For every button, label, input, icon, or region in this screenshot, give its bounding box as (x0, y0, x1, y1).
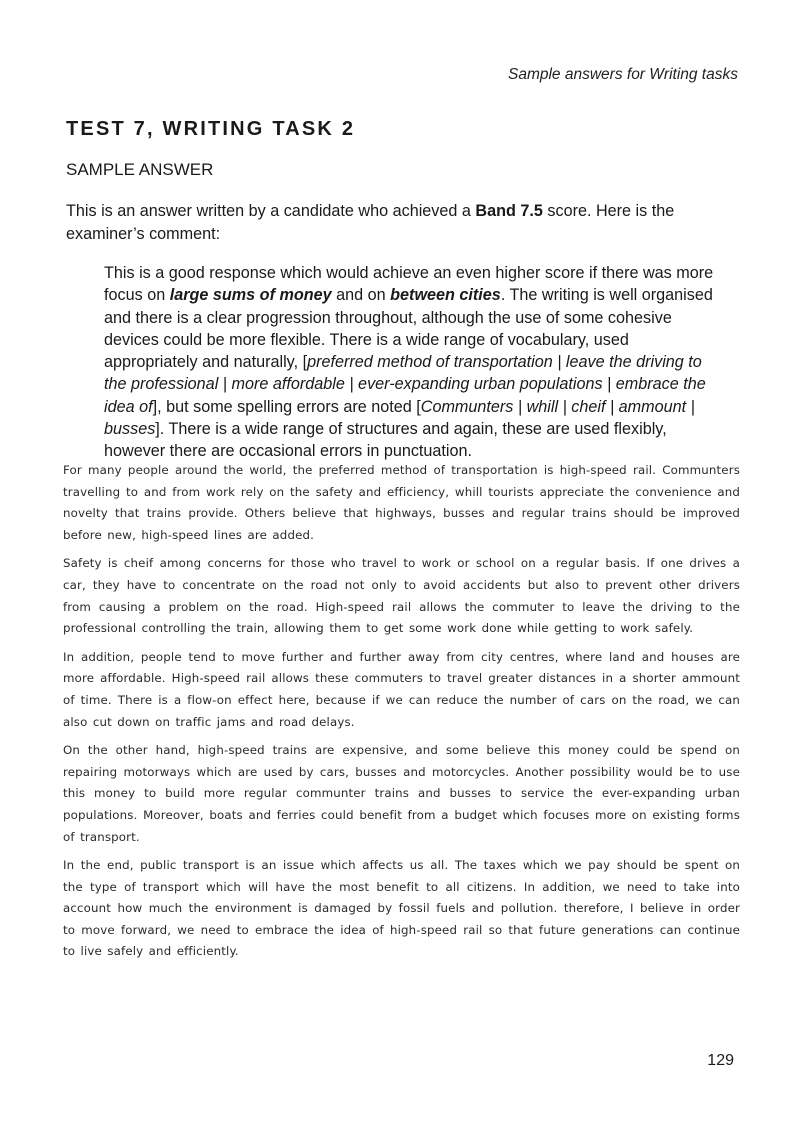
essay-paragraph-2: Safety is cheif among concerns for those who travel to work or school on a regular basis. If one drives a car, they have to concentrate on the road not only to avoid accidents but also to prevent other drivers from causing a problem on the road. High-speed rail allows the commuter to leave the driving to the professional controlling the train, allowing them to get some work done while getting to work safely. (63, 556, 740, 636)
essay-paragraph-5: In the end, public transport is an issue which affects us all. The taxes which we pay should be spent on the type of transport which will have the most benefit to all citizens. In addition, we need to take into account how much the environment is damaged by fossil fuels and pollution. therefore, I believe in order to move forward, we need to embrace the idea of high-speed rail so that future generations can continue to live safely and efficiently. (63, 858, 740, 959)
essay-paragraph-4: On the other hand, high-speed trains are expensive, and some believe this money could be spend on repairing motorways which are used by cars, busses and motorcycles. Another possibility would be to use this money to build more regular communter trains and busses to service the ever-expanding urban populations. Moreover, boats and ferries could benefit from a budget which focuses more on existing forms of transport. (63, 743, 740, 844)
intro-paragraph (66, 200, 746, 246)
examiner-comment (104, 262, 726, 463)
intro-text-after: score. Here is the examiner’s comment: (66, 202, 675, 243)
comment-vocabulary-list: preferred method of transportation | leave the driving to the professional | more affordable | ever-expanding urban populations | embrace the idea of (104, 353, 706, 416)
section-label: SAMPLE ANSWER (66, 160, 214, 179)
comment-text-5: ]. There is a wide range of structures and again, these are used flexibly, however there are occasional errors in punctuation. (104, 420, 667, 461)
comment-text-3: . The writing is well organised and there is a clear progression throughout, although the use of some cohesive devices could be more flexible. There is a wide range of vocabulary, used appropriately and naturally, [ (104, 286, 713, 372)
comment-text-1: This is a good response which would achieve an even higher score if there was more focus on (104, 264, 714, 305)
page-number: 129 (707, 1052, 734, 1069)
intro-text-before: This is an answer written by a candidate who achieved a (66, 202, 476, 220)
essay-paragraph-1: For many people around the world, the preferred method of transportation is high-speed rail. Communters travelling to and from work rely on the safety and efficiency, whill tourists appreciate the convenience and novelty that trains provide. Others believe that highways, busses and regular trains should be improved before new, high-speed lines are added. (63, 463, 740, 542)
band-score: Band 7.5 (475, 202, 543, 220)
comment-text-4: ], but some spelling errors are noted [ (152, 397, 421, 416)
comment-emphasis-cities: between cities (390, 286, 501, 305)
handwritten-essay (63, 460, 740, 970)
comment-emphasis-money: large sums of money (169, 286, 332, 305)
running-header: Sample answers for Writing tasks (508, 66, 738, 83)
comment-spelling-list: Communters | whill | cheif | ammount | busses (104, 397, 695, 439)
test-title: TEST 7, WRITING TASK 2 (66, 118, 356, 140)
essay-paragraph-3: In addition, people tend to move further and further away from city centres, where land and houses are more affordable. High-speed rail allows these commuters to travel greater distances in a shorter ammount of time. There is a flow-on effect here, because if we can reduce the number of cars on the road, we can also cut down on traffic jams and road delays. (63, 649, 740, 729)
comment-text-2: and on (331, 286, 391, 305)
